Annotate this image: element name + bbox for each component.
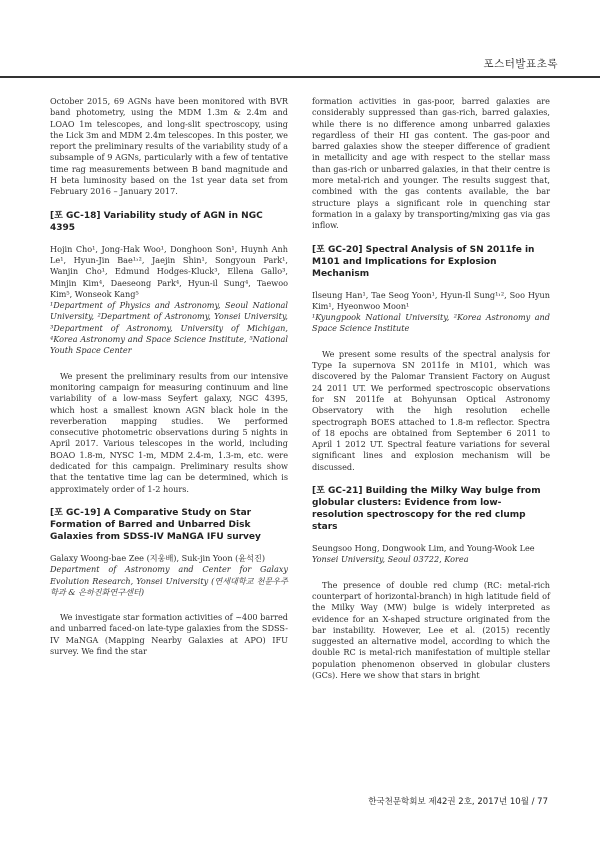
abstract-body: We investigate star formation activities of ~400 barred and unbarred faced-on late-type galaxies from the SDSS-IV MaNGA (Mapping Nearby Galaxies at APO) IFU survey. We find the star xyxy=(50,612,288,656)
abstract-body: The presence of double red clump (RC: metal-rich counterpart of horizontal-branch) in high latitude field of the Milky Way (MW) bulge is widely interpreted as evidence for an X-shaped structure originated from the bar instability. However, Lee et al. (2015) recently suggested an alternative model, according to which the double RC is metal-rich manifestation of multiple stellar population phenomenon observed in globular clusters (GCs). Here we show that stars in bright xyxy=(312,579,550,680)
abstract-authors: Seungsoo Hong, Dongwook Lim, and Young-Wook Lee xyxy=(312,543,535,554)
abstract-title: [포 GC-18] Variability study of AGN in NGC 4395 xyxy=(50,210,263,233)
abstract-affiliations: Department of Astronomy and Center for Galaxy Evolution Research, Yonsei University (연세대학교 천문우주학과 & 은하진화연구센터) xyxy=(50,564,288,597)
abstract-title: [포 GC-19] A Comparative Study on Star Formation of Barred and Unbarred Disk Galaxies from SDSS-IV MaNGA IFU survey xyxy=(50,507,261,542)
abstract-affiliations: Yonsei University, Seoul 03722, Korea xyxy=(312,554,469,565)
section-header-label: 포스터발표초록 xyxy=(483,58,558,70)
continued-abstract-text: formation activities in gas-poor, barred galaxies are considerably suppressed than gas-rich, barred galaxies, while there is no difference among unbarred galaxies regardless of their HI gas content. The gas-poor and barred galaxies show the steeper difference of gradient in metallicity and age with respect to the stellar mass than gas-rich or unbarred galaxies, in that their centre is more metal-rich and younger. The results suggest that, combined with the gas contents available, the bar structure plays a significant role in quenching star formation in a galaxy by transporting/mixing gas via gas inflow. xyxy=(312,96,550,231)
abstract-body: We present the preliminary results from our intensive monitoring campaign for measuring continuum and line variability of a low-mass Seyfert galaxy, NGC 4395, which host a smallest known AGN black hole in the reverberation mapping studies. We performed consecutive photometric observations during 5 nights in April 2017. Various telescopes in the world, including BOAO 1.8-m, NYSC 1-m, MDM 2.4-m, 1.3-m, etc. were dedicated for this campaign. Preliminary results show that the tentative time lag can be determined, which is approximately order of 1-2 hours. xyxy=(50,370,288,494)
abstract-authors: Ilseung Han¹, Tae Seog Yoon¹, Hyun-Il Sung¹˒², Soo Hyun Kim¹, Hyeonwoo Moon¹ xyxy=(312,289,550,311)
continued-abstract-text: October 2015, 69 AGNs have been monitored with BVR band photometry, using the MDM 1.3m & 2.4m and LOAO 1m telescopes, and long-slit spectroscopy, using the Lick 3m and MDM 2.4m telescopes. In this poster, we report the preliminary results of the variability study of a subsample of 9 AGNs, particularly with a few of tentative time rag measurements between B band magnitude and H beta luminosity based on the 1st year data set from February 2016 – January 2017. xyxy=(50,96,288,197)
abstract-authors: Galaxy Woong-bae Zee (지웅배), Suk-jin Yoon (윤석진) xyxy=(50,552,266,563)
left-column xyxy=(50,96,288,657)
abstract-title: [포 GC-21] Building the Milky Way bulge from globular clusters: Evidence from low-resolution spectroscopy for the red clump stars xyxy=(312,486,541,533)
abstract-gc21 xyxy=(312,485,550,681)
abstract-gc19 xyxy=(50,507,288,657)
abstract-authors: Hojin Cho¹, Jong-Hak Woo¹, Donghoon Son¹, Huynh Anh Le¹, Hyun-Jin Bae¹˒², Jaejin Shin¹, Songyoun Park¹, Wanjin Cho¹, Edmund Hodges-Kluck³, Ellena Gallo³, Minjin Kim⁴, Daeseong Park⁴, Hyun-il Sung⁴, Taewoo Kim⁵, Wonseok Kang⁵ xyxy=(50,243,288,299)
abstract-affiliations: ¹Department of Physics and Astronomy, Seoul National University, ²Department of Astronomy, Yonsei University, ³Department of Astronomy, University of Michigan, ⁴Korea Astronomy and Space Science Institute, ⁵National Youth Space Center xyxy=(50,300,288,356)
abstract-body: We present some results of the spectral analysis for Type Ia supernova SN 2011fe in M101, which was discovered by the Palomar Transient Factory on August 24 2011 UT. We performed spectroscopic observations for SN 2011fe at Bohyunsan Optical Astronomy Observatory with the high resolution echelle spectrograph BOES attached to 1.8-m reflector. Spectra of 18 epochs are obtained from September 6 2011 to April 1 2012 UT. Spectral feature variations for several significant lines and explosion mechanism will be discussed. xyxy=(312,348,550,472)
abstract-affiliations: ¹Kyungpook National University, ²Korea Astronomy and Space Science Institute xyxy=(312,312,550,334)
header-divider xyxy=(0,76,600,78)
abstract-gc18 xyxy=(50,210,288,495)
abstract-gc20 xyxy=(312,244,550,473)
abstract-title: [포 GC-20] Spectral Analysis of SN 2011fe in M101 and Implications for Explosion Mechanism xyxy=(312,244,535,279)
page-footer: 한국천문학회보 제42권 2호, 2017년 10월 / 77 xyxy=(368,797,548,807)
right-column xyxy=(312,96,550,681)
